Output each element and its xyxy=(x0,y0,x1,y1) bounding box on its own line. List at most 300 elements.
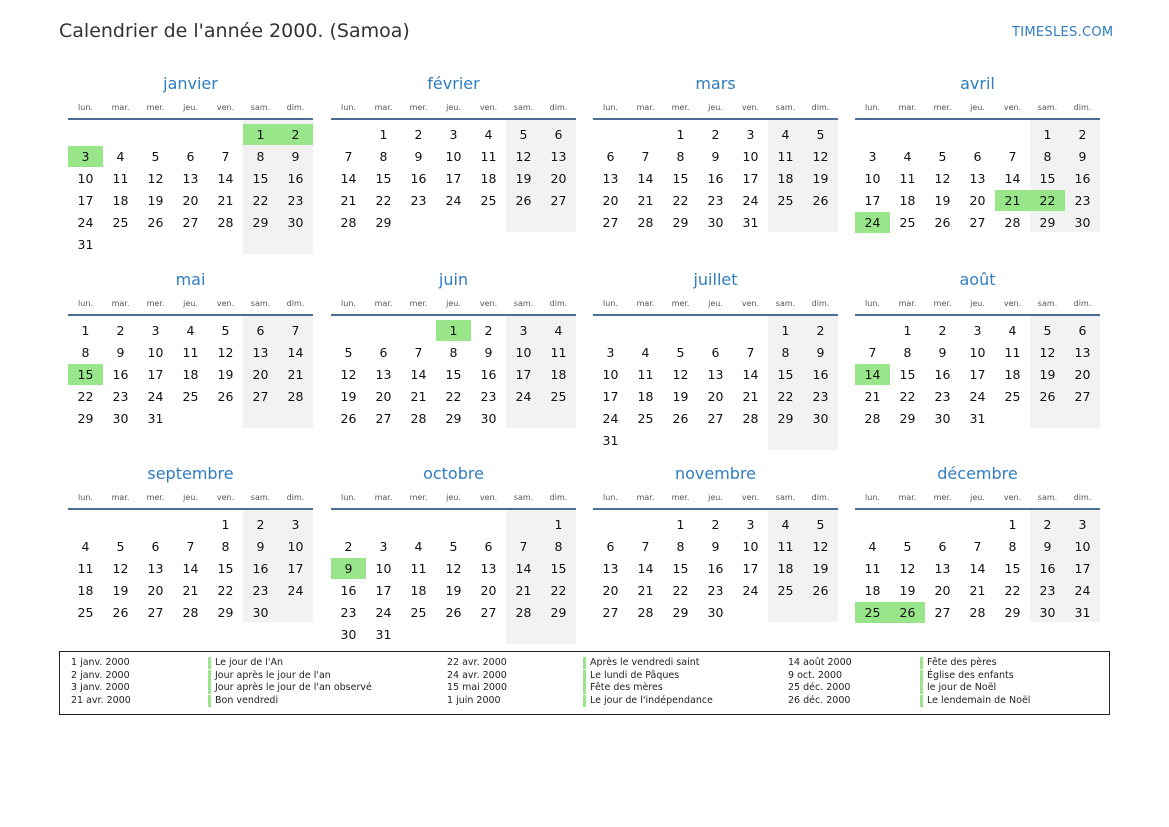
day-cell: 17 xyxy=(602,389,619,404)
weekday-header: jeu. xyxy=(446,299,461,308)
day-cell: 1 xyxy=(81,323,90,338)
weekday-header: lun. xyxy=(78,493,93,502)
day-cell: 3 xyxy=(868,149,877,164)
header-rule xyxy=(331,118,576,120)
weekday-header: sam. xyxy=(513,299,534,308)
day-cell: 21 xyxy=(515,583,532,598)
day-cell: 14 xyxy=(410,367,427,382)
holiday-date: 1 janv. 2000 xyxy=(71,657,130,668)
day-cell: 31 xyxy=(375,627,392,642)
day-cell: 9 xyxy=(711,539,720,554)
weekday-header: lun. xyxy=(78,299,93,308)
day-cell: 10 xyxy=(375,561,392,576)
day-cell: 4 xyxy=(116,149,125,164)
day-cell: 5 xyxy=(519,127,528,142)
day-cell: 17 xyxy=(287,561,304,576)
day-cell: 14 xyxy=(287,345,304,360)
day-cell: 28 xyxy=(217,215,234,230)
day-cell: 14 xyxy=(182,561,199,576)
day-cell: 29 xyxy=(550,605,567,620)
day-cell: 17 xyxy=(375,583,392,598)
day-cell: 2 xyxy=(256,517,265,532)
day-cell: 25 xyxy=(182,389,199,404)
holiday-day-cell: 24 xyxy=(855,212,890,233)
day-cell: 11 xyxy=(112,171,129,186)
day-cell: 26 xyxy=(812,193,829,208)
weekday-header: mer. xyxy=(933,299,952,308)
weekday-header: sam. xyxy=(775,493,796,502)
weekday-header: ven. xyxy=(479,493,498,502)
day-cell: 7 xyxy=(291,323,300,338)
day-cell: 27 xyxy=(480,605,497,620)
day-cell: 6 xyxy=(938,539,947,554)
day-cell: 26 xyxy=(445,605,462,620)
weekday-header: dim. xyxy=(549,299,568,308)
weekday-header: sam. xyxy=(513,493,534,502)
weekday-header: lun. xyxy=(341,493,356,502)
day-cell: 28 xyxy=(287,389,304,404)
day-cell: 5 xyxy=(676,345,685,360)
day-cell: 1 xyxy=(554,517,563,532)
weekday-header: jeu. xyxy=(970,103,985,112)
day-cell: 18 xyxy=(112,193,129,208)
day-cell: 6 xyxy=(1078,323,1087,338)
day-cell: 28 xyxy=(340,215,357,230)
day-cell: 7 xyxy=(414,345,423,360)
day-cell: 19 xyxy=(672,389,689,404)
month-name: janvier xyxy=(163,74,218,93)
day-cell: 10 xyxy=(742,539,759,554)
day-cell: 27 xyxy=(707,411,724,426)
day-cell: 26 xyxy=(672,411,689,426)
day-cell: 25 xyxy=(480,193,497,208)
day-cell: 12 xyxy=(934,171,951,186)
day-cell: 8 xyxy=(1043,149,1052,164)
day-cell: 6 xyxy=(379,345,388,360)
day-cell: 24 xyxy=(969,389,986,404)
day-cell: 21 xyxy=(969,583,986,598)
day-cell: 19 xyxy=(515,171,532,186)
weekday-header: ven. xyxy=(479,103,498,112)
day-cell: 20 xyxy=(480,583,497,598)
month-name: avril xyxy=(960,74,995,93)
day-cell: 26 xyxy=(112,605,129,620)
day-cell: 28 xyxy=(637,215,654,230)
weekday-header: mer. xyxy=(933,103,952,112)
day-cell: 30 xyxy=(707,605,724,620)
day-cell: 14 xyxy=(637,171,654,186)
weekday-header: mer. xyxy=(409,493,428,502)
day-cell: 27 xyxy=(934,605,951,620)
day-cell: 17 xyxy=(742,171,759,186)
day-cell: 19 xyxy=(899,583,916,598)
day-cell: 22 xyxy=(777,389,794,404)
day-cell: 10 xyxy=(287,539,304,554)
header-rule xyxy=(68,508,313,510)
day-cell: 25 xyxy=(1004,389,1021,404)
month-name: juin xyxy=(438,270,469,289)
weekday-header: mar. xyxy=(111,299,130,308)
day-cell: 24 xyxy=(742,193,759,208)
day-cell: 20 xyxy=(182,193,199,208)
month-name: octobre xyxy=(423,464,484,483)
day-cell: 24 xyxy=(147,389,164,404)
day-cell: 5 xyxy=(344,345,353,360)
day-cell: 7 xyxy=(746,345,755,360)
day-cell: 2 xyxy=(711,127,720,142)
day-cell: 24 xyxy=(602,411,619,426)
day-cell: 13 xyxy=(550,149,567,164)
weekday-header: jeu. xyxy=(970,299,985,308)
day-cell: 18 xyxy=(777,171,794,186)
weekday-header: jeu. xyxy=(708,299,723,308)
day-cell: 25 xyxy=(550,389,567,404)
day-cell: 6 xyxy=(973,149,982,164)
day-cell: 13 xyxy=(182,171,199,186)
weekday-header: ven. xyxy=(479,299,498,308)
day-cell: 31 xyxy=(742,215,759,230)
day-cell: 27 xyxy=(182,215,199,230)
day-cell: 29 xyxy=(777,411,794,426)
month-name: mars xyxy=(695,74,736,93)
day-cell: 30 xyxy=(252,605,269,620)
day-cell: 8 xyxy=(1008,539,1017,554)
day-cell: 1 xyxy=(903,323,912,338)
day-cell: 25 xyxy=(637,411,654,426)
weekday-header: sam. xyxy=(1037,103,1058,112)
day-cell: 29 xyxy=(77,411,94,426)
day-cell: 2 xyxy=(414,127,423,142)
day-cell: 23 xyxy=(480,389,497,404)
day-cell: 6 xyxy=(256,323,265,338)
weekday-header: lun. xyxy=(603,299,618,308)
weekday-header: dim. xyxy=(811,493,830,502)
day-cell: 26 xyxy=(340,411,357,426)
day-cell: 16 xyxy=(812,367,829,382)
day-cell: 17 xyxy=(864,193,881,208)
day-cell: 16 xyxy=(410,171,427,186)
day-cell: 22 xyxy=(1004,583,1021,598)
day-cell: 3 xyxy=(746,127,755,142)
day-cell: 21 xyxy=(637,583,654,598)
day-cell: 1 xyxy=(781,323,790,338)
day-cell: 4 xyxy=(641,345,650,360)
day-cell: 2 xyxy=(116,323,125,338)
day-cell: 2 xyxy=(1043,517,1052,532)
header-rule xyxy=(593,508,838,510)
weekday-header: mer. xyxy=(146,299,165,308)
weekday-header: mar. xyxy=(636,493,655,502)
day-cell: 4 xyxy=(484,127,493,142)
site-link[interactable]: TIMESLES.COM xyxy=(1012,25,1114,40)
weekday-header: mar. xyxy=(374,493,393,502)
day-cell: 12 xyxy=(217,345,234,360)
day-cell: 5 xyxy=(116,539,125,554)
day-cell: 24 xyxy=(375,605,392,620)
day-cell: 13 xyxy=(252,345,269,360)
day-cell: 15 xyxy=(672,171,689,186)
weekday-header: mer. xyxy=(146,103,165,112)
day-cell: 14 xyxy=(1004,171,1021,186)
day-cell: 22 xyxy=(375,193,392,208)
day-cell: 15 xyxy=(445,367,462,382)
header-rule xyxy=(855,314,1100,316)
month-name: mai xyxy=(175,270,206,289)
day-cell: 31 xyxy=(969,411,986,426)
day-cell: 19 xyxy=(445,583,462,598)
day-cell: 10 xyxy=(864,171,881,186)
month-name: juillet xyxy=(693,270,738,289)
day-cell: 15 xyxy=(1004,561,1021,576)
weekday-header: dim. xyxy=(1073,493,1092,502)
holiday-date: 9 oct. 2000 xyxy=(788,669,843,681)
day-cell: 6 xyxy=(711,345,720,360)
day-cell: 31 xyxy=(77,237,94,252)
weekday-header: lun. xyxy=(603,493,618,502)
day-cell: 26 xyxy=(515,193,532,208)
day-cell: 25 xyxy=(899,215,916,230)
day-cell: 28 xyxy=(969,605,986,620)
day-cell: 16 xyxy=(1074,171,1091,186)
day-cell: 24 xyxy=(287,583,304,598)
weekday-header: mar. xyxy=(898,103,917,112)
day-cell: 13 xyxy=(147,561,164,576)
day-cell: 7 xyxy=(221,149,230,164)
day-cell: 29 xyxy=(375,215,392,230)
weekday-header: mar. xyxy=(636,103,655,112)
holiday-date: 15 mai 2000 xyxy=(447,682,508,693)
day-cell: 20 xyxy=(1074,367,1091,382)
day-cell: 23 xyxy=(934,389,951,404)
day-cell: 27 xyxy=(1074,389,1091,404)
day-cell: 22 xyxy=(445,389,462,404)
day-cell: 23 xyxy=(707,193,724,208)
header-rule xyxy=(855,508,1100,510)
day-cell: 14 xyxy=(340,171,357,186)
weekday-header: ven. xyxy=(1003,299,1022,308)
day-cell: 10 xyxy=(602,367,619,382)
day-cell: 5 xyxy=(938,149,947,164)
day-cell: 3 xyxy=(606,345,615,360)
holiday-name: Fête des mères xyxy=(583,682,663,694)
day-cell: 4 xyxy=(1008,323,1017,338)
weekday-header: mar. xyxy=(111,103,130,112)
weekday-header: sam. xyxy=(1037,493,1058,502)
holiday-name: Le jour de l'indépendance xyxy=(583,695,713,707)
day-cell: 23 xyxy=(707,583,724,598)
day-cell: 30 xyxy=(707,215,724,230)
day-cell: 29 xyxy=(252,215,269,230)
holiday-name: Fête des pères xyxy=(920,657,997,669)
day-cell: 28 xyxy=(1004,215,1021,230)
day-cell: 14 xyxy=(637,561,654,576)
day-cell: 28 xyxy=(864,411,881,426)
month-name: août xyxy=(959,270,996,289)
day-cell: 23 xyxy=(287,193,304,208)
weekday-header: lun. xyxy=(341,299,356,308)
day-cell: 16 xyxy=(707,171,724,186)
holiday-date: 24 avr. 2000 xyxy=(447,669,507,681)
day-cell: 13 xyxy=(969,171,986,186)
day-cell: 5 xyxy=(221,323,230,338)
weekday-header: dim. xyxy=(1073,103,1092,112)
day-cell: 27 xyxy=(252,389,269,404)
day-cell: 25 xyxy=(112,215,129,230)
day-cell: 25 xyxy=(777,583,794,598)
header-rule xyxy=(855,118,1100,120)
day-cell: 11 xyxy=(864,561,881,576)
weekday-header: dim. xyxy=(811,299,830,308)
day-cell: 20 xyxy=(602,583,619,598)
day-cell: 16 xyxy=(340,583,357,598)
weekday-header: mer. xyxy=(933,493,952,502)
day-cell: 10 xyxy=(969,345,986,360)
day-cell: 20 xyxy=(252,367,269,382)
day-cell: 10 xyxy=(742,149,759,164)
weekday-header: dim. xyxy=(549,493,568,502)
day-cell: 27 xyxy=(375,411,392,426)
day-cell: 3 xyxy=(291,517,300,532)
holiday-day-cell: 2 xyxy=(278,124,313,145)
day-cell: 8 xyxy=(554,539,563,554)
header-rule xyxy=(68,314,313,316)
day-cell: 3 xyxy=(746,517,755,532)
day-cell: 9 xyxy=(291,149,300,164)
day-cell: 17 xyxy=(515,367,532,382)
day-cell: 9 xyxy=(116,345,125,360)
weekday-header: ven. xyxy=(1003,493,1022,502)
day-cell: 5 xyxy=(816,127,825,142)
day-cell: 30 xyxy=(480,411,497,426)
weekday-header: jeu. xyxy=(446,493,461,502)
day-cell: 21 xyxy=(637,193,654,208)
weekday-header: mer. xyxy=(409,299,428,308)
day-cell: 12 xyxy=(812,539,829,554)
day-cell: 15 xyxy=(899,367,916,382)
day-cell: 15 xyxy=(672,561,689,576)
weekday-header: mar. xyxy=(111,493,130,502)
day-cell: 19 xyxy=(812,561,829,576)
day-cell: 11 xyxy=(77,561,94,576)
month-name: février xyxy=(427,74,480,93)
day-cell: 10 xyxy=(147,345,164,360)
day-cell: 10 xyxy=(77,171,94,186)
day-cell: 13 xyxy=(602,171,619,186)
day-cell: 28 xyxy=(637,605,654,620)
day-cell: 18 xyxy=(1004,367,1021,382)
day-cell: 20 xyxy=(602,193,619,208)
day-cell: 8 xyxy=(676,149,685,164)
day-cell: 9 xyxy=(816,345,825,360)
day-cell: 15 xyxy=(777,367,794,382)
day-cell: 17 xyxy=(1074,561,1091,576)
header-rule xyxy=(331,508,576,510)
day-cell: 5 xyxy=(449,539,458,554)
day-cell: 6 xyxy=(606,149,615,164)
day-cell: 28 xyxy=(410,411,427,426)
day-cell: 5 xyxy=(816,517,825,532)
day-cell: 16 xyxy=(934,367,951,382)
day-cell: 7 xyxy=(641,539,650,554)
day-cell: 15 xyxy=(550,561,567,576)
weekday-header: jeu. xyxy=(446,103,461,112)
holiday-name: le jour de Noël xyxy=(920,682,996,694)
day-cell: 1 xyxy=(676,517,685,532)
day-cell: 19 xyxy=(812,171,829,186)
day-cell: 6 xyxy=(554,127,563,142)
day-cell: 8 xyxy=(781,345,790,360)
weekday-header: dim. xyxy=(1073,299,1092,308)
day-cell: 2 xyxy=(938,323,947,338)
weekday-header: jeu. xyxy=(183,493,198,502)
weekday-header: dim. xyxy=(811,103,830,112)
day-cell: 27 xyxy=(602,215,619,230)
holiday-name: Le lendemain de Noël xyxy=(920,695,1030,707)
day-cell: 28 xyxy=(742,411,759,426)
day-cell: 8 xyxy=(449,345,458,360)
holiday-day-cell: 22 xyxy=(1030,190,1065,211)
day-cell: 10 xyxy=(1074,539,1091,554)
day-cell: 14 xyxy=(217,171,234,186)
day-cell: 12 xyxy=(445,561,462,576)
day-cell: 4 xyxy=(414,539,423,554)
day-cell: 24 xyxy=(1074,583,1091,598)
day-cell: 18 xyxy=(182,367,199,382)
weekday-header: sam. xyxy=(250,299,271,308)
day-cell: 6 xyxy=(186,149,195,164)
day-cell: 6 xyxy=(151,539,160,554)
day-cell: 21 xyxy=(340,193,357,208)
holiday-date: 21 avr. 2000 xyxy=(71,694,131,706)
day-cell: 10 xyxy=(445,149,462,164)
day-cell: 7 xyxy=(344,149,353,164)
day-cell: 11 xyxy=(550,345,567,360)
day-cell: 22 xyxy=(252,193,269,208)
day-cell: 20 xyxy=(375,389,392,404)
day-cell: 18 xyxy=(637,389,654,404)
day-cell: 4 xyxy=(868,539,877,554)
holiday-date: 26 déc. 2000 xyxy=(788,694,851,706)
weekday-header: dim. xyxy=(286,299,305,308)
day-cell: 27 xyxy=(602,605,619,620)
holiday-name: Le lundi de Pâques xyxy=(583,670,679,682)
weekday-header: ven. xyxy=(741,103,760,112)
day-cell: 9 xyxy=(256,539,265,554)
weekday-header: jeu. xyxy=(708,493,723,502)
day-cell: 27 xyxy=(550,193,567,208)
day-cell: 29 xyxy=(445,411,462,426)
holiday-date: 22 avr. 2000 xyxy=(447,657,507,668)
day-cell: 4 xyxy=(781,127,790,142)
header-rule xyxy=(68,118,313,120)
weekday-header: mar. xyxy=(374,299,393,308)
weekday-header: lun. xyxy=(603,103,618,112)
day-cell: 30 xyxy=(287,215,304,230)
day-cell: 21 xyxy=(410,389,427,404)
day-cell: 13 xyxy=(480,561,497,576)
day-cell: 12 xyxy=(340,367,357,382)
weekday-header: lun. xyxy=(78,103,93,112)
day-cell: 30 xyxy=(112,411,129,426)
day-cell: 8 xyxy=(676,539,685,554)
weekday-header: ven. xyxy=(216,103,235,112)
day-cell: 22 xyxy=(77,389,94,404)
day-cell: 8 xyxy=(221,539,230,554)
weekday-header: lun. xyxy=(341,103,356,112)
holiday-day-cell: 3 xyxy=(68,146,103,167)
weekday-header: mar. xyxy=(374,103,393,112)
day-cell: 13 xyxy=(375,367,392,382)
